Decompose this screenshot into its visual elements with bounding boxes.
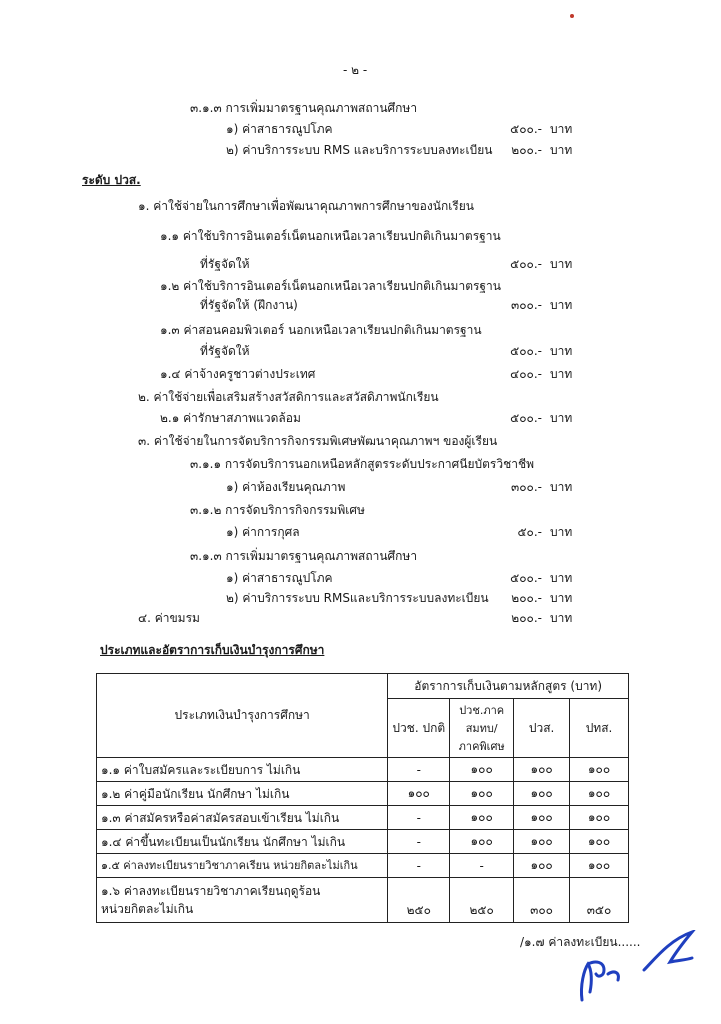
cell: ๑๐๐ <box>570 854 629 878</box>
column-header: ปวช. ปกติ <box>388 699 450 758</box>
amount: ๕๐๐.- <box>510 122 542 136</box>
item-line: ๒) ค่าบริการระบบ RMSและบริการระบบลงทะเบียน <box>226 591 489 605</box>
red-dot-mark <box>570 14 574 18</box>
unit: บาท <box>550 344 573 358</box>
cell: ๑๐๐ <box>570 782 629 806</box>
amount: ๓๐๐.- <box>511 298 542 312</box>
cell: ๑๐๐ <box>570 758 629 782</box>
unit: บาท <box>550 257 573 271</box>
amount: ๔๐๐.- <box>510 367 542 381</box>
cell: ๑๐๐ <box>514 854 570 878</box>
amount: ๓๐๐.- <box>511 480 542 494</box>
unit: บาท <box>550 591 573 605</box>
unit: บาท <box>550 525 573 539</box>
header-type: ประเภทเงินบำรุงการศึกษา <box>97 674 388 758</box>
item-line: ๑) ค่าสาธารณูปโภค <box>226 571 333 585</box>
column-header: ปวส. <box>514 699 570 758</box>
page-number: - ๒ - <box>343 63 368 77</box>
cell: ๑๐๐ <box>450 806 514 830</box>
item-line: ๑.๓ ค่าสอนคอมพิวเตอร์ นอกเหนือเวลาเรียนปกติเกินมาตรฐาน <box>160 323 482 337</box>
cell: ๑๐๐ <box>450 830 514 854</box>
table-row <box>97 806 629 830</box>
table-row <box>97 782 629 806</box>
row-label: ๑.๖ ค่าลงทะเบียนรายวิชาภาคเรียนฤดูร้อน หน่วยกิตละไม่เกิน <box>97 878 388 923</box>
cell: ๓๕๐ <box>570 878 629 923</box>
unit: บาท <box>550 143 573 157</box>
section-line: ๔. ค่าขมรม <box>138 611 200 625</box>
item-line: ๑.๑ ค่าใช้บริการอินเตอร์เน็ตนอกเหนือเวลาเรียนปกติเกินมาตรฐาน <box>160 229 501 243</box>
amount: ๕๐.- <box>517 525 542 539</box>
amount: ๒๐๐.- <box>511 611 542 625</box>
amount: ๕๐๐.- <box>510 571 542 585</box>
amount: ๒๐๐.- <box>511 591 542 605</box>
item-line: ๒.๑ ค่ารักษาสภาพแวดล้อม <box>160 411 301 425</box>
table-row <box>97 758 629 782</box>
row-label: ๑.๒ ค่าคู่มือนักเรียน นักศึกษา ไม่เกิน <box>97 782 388 806</box>
footer-continuation: /๑.๗ ค่าลงทะเบียน...... <box>520 935 641 949</box>
item-line: ที่รัฐจัดให้ <box>200 344 250 358</box>
unit: บาท <box>550 122 573 136</box>
cell: ๑๐๐ <box>450 782 514 806</box>
amount: ๕๐๐.- <box>510 257 542 271</box>
cell: - <box>388 830 450 854</box>
cell: ๑๐๐ <box>514 806 570 830</box>
section-title: ประเภทและอัตราการเก็บเงินบำรุงการศึกษา <box>100 643 325 657</box>
cell: ๑๐๐ <box>514 782 570 806</box>
table-row <box>97 854 629 878</box>
item-line: ๑) ค่าห้องเรียนคุณภาพ <box>226 480 346 494</box>
column-header: ปทส. <box>570 699 629 758</box>
cell: - <box>388 854 450 878</box>
level-heading: ระดับ ปวส. <box>82 173 141 187</box>
unit: บาท <box>550 411 573 425</box>
unit: บาท <box>550 571 573 585</box>
cell: - <box>388 758 450 782</box>
unit: บาท <box>550 367 573 381</box>
row-label: ๑.๓ ค่าสมัครหรือค่าสมัครสอบเข้าเรียน ไม่เกิน <box>97 806 388 830</box>
unit: บาท <box>550 298 573 312</box>
section-line: ๑. ค่าใช้จ่ายในการศึกษาเพื่อพัฒนาคุณภาพการศึกษาของนักเรียน <box>138 199 474 213</box>
signature <box>574 930 704 1010</box>
cell: ๒๕๐ <box>450 878 514 923</box>
section-line: ๓.๑.๓ การเพิ่มมาตรฐานคุณภาพสถานศึกษา <box>190 101 418 115</box>
cell: ๑๐๐ <box>514 758 570 782</box>
cell: ๑๐๐ <box>570 806 629 830</box>
item-line: ๑) ค่าการกุศล <box>226 525 300 539</box>
section-line: ๓.๑.๓ การเพิ่มมาตรฐานคุณภาพสถานศึกษา <box>190 549 418 563</box>
table-header-row <box>97 674 629 699</box>
cell: - <box>450 854 514 878</box>
section-line: ๓.๑.๒ การจัดบริการกิจกรรมพิเศษ <box>190 503 365 517</box>
item-line: ที่รัฐจัดให้ (ฝึกงาน) <box>200 298 298 312</box>
cell: ๓๐๐ <box>514 878 570 923</box>
item-line: ๑) ค่าสาธารณูปโภค <box>226 122 333 136</box>
item-line: ที่รัฐจัดให้ <box>200 257 250 271</box>
unit: บาท <box>550 611 573 625</box>
row-label: ๑.๔ ค่าขึ้นทะเบียนเป็นนักเรียน นักศึกษา ไม่เกิน <box>97 830 388 854</box>
item-line: ๒) ค่าบริการระบบ RMS และบริการระบบลงทะเบียน <box>226 143 493 157</box>
fee-table <box>96 673 629 923</box>
cell: ๒๕๐ <box>388 878 450 923</box>
item-line: ๑.๔ ค่าจ้างครูชาวต่างประเทศ <box>160 367 316 381</box>
amount: ๕๐๐.- <box>510 411 542 425</box>
amount: ๒๐๐.- <box>511 143 542 157</box>
table-row <box>97 830 629 854</box>
cell: ๑๐๐ <box>450 758 514 782</box>
row-label: ๑.๕ ค่าลงทะเบียนรายวิชาภาคเรียน หน่วยกิตละไม่เกิน <box>97 854 388 878</box>
unit: บาท <box>550 480 573 494</box>
cell: ๑๐๐ <box>570 830 629 854</box>
item-line: ๑.๒ ค่าใช้บริการอินเตอร์เน็ตนอกเหนือเวลาเรียนปกติเกินมาตรฐาน <box>160 279 501 293</box>
section-line: ๓.๑.๑ การจัดบริการนอกเหนือหลักสูตรระดับประกาศนียบัตรวิชาชีพ <box>190 457 535 471</box>
table-row <box>97 878 629 923</box>
amount: ๕๐๐.- <box>510 344 542 358</box>
row-label: ๑.๑ ค่าใบสมัครและระเบียบการ ไม่เกิน <box>97 758 388 782</box>
header-group: อัตราการเก็บเงินตามหลักสูตร (บาท) <box>388 674 629 699</box>
cell: ๑๐๐ <box>514 830 570 854</box>
section-line: ๓. ค่าใช้จ่ายในการจัดบริการกิจกรรมพิเศษพัฒนาคุณภาพฯ ของผู้เรียน <box>138 434 498 448</box>
cell: - <box>388 806 450 830</box>
column-header: ปวช.ภาค สมทบ/ ภาคพิเศษ <box>450 699 514 758</box>
section-line: ๒. ค่าใช้จ่ายเพื่อเสริมสร้างสวัสดิการและสวัสดิภาพนักเรียน <box>138 390 439 404</box>
cell: ๑๐๐ <box>388 782 450 806</box>
